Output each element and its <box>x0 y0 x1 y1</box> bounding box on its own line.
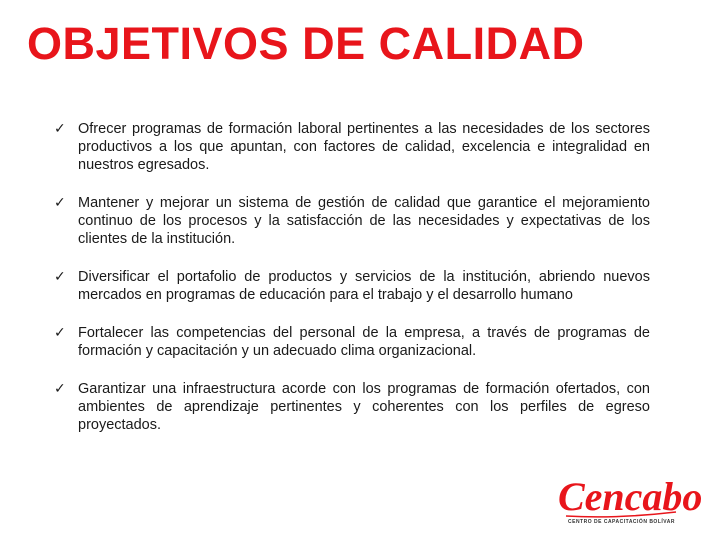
list-item <box>54 120 650 174</box>
check-icon: ✓ <box>54 269 66 285</box>
logo-tagline: CENTRO DE CAPACITACIÓN BOLÍVAR <box>568 519 675 525</box>
objective-text: Garantizar una infraestructura acorde con los programas de formación ofertados, con ambientes de aprendizaje pertinentes y coherentes con los perfiles de egreso proyectados. <box>78 381 650 433</box>
cencabo-wordmark <box>556 472 703 520</box>
check-icon: ✓ <box>54 195 66 211</box>
check-icon: ✓ <box>54 325 66 341</box>
list-item <box>54 194 650 248</box>
list-item <box>54 380 650 434</box>
objectives-list <box>54 120 650 454</box>
objective-text: Diversificar el portafolio de productos y servicios de la institución, abriendo nuevos mercados en programas de educación para el trabajo y el desarrollo humano <box>78 269 650 303</box>
list-item <box>54 268 650 304</box>
objective-text: Mantener y mejorar un sistema de gestión de calidad que garantice el mejoramiento continuo de los procesos y la satisfacción de las necesidades y expectativas de los clientes de la institución. <box>78 195 650 247</box>
check-icon: ✓ <box>54 121 66 137</box>
objective-text: Fortalecer las competencias del personal de la empresa, a través de programas de formación y capacitación y un adecuado clima organizacional. <box>78 325 650 359</box>
page-title: OBJETIVOS DE CALIDAD <box>27 18 585 69</box>
cencabo-logo <box>556 470 703 528</box>
check-icon: ✓ <box>54 381 66 397</box>
logo-wordmark-text: Cencabo <box>558 474 703 519</box>
objective-text: Ofrecer programas de formación laboral pertinentes a las necesidades de los sectores productivos a los que apuntan, con factores de calidad, excelencia e integralidad en nuestros egresados. <box>78 121 650 173</box>
list-item <box>54 324 650 360</box>
